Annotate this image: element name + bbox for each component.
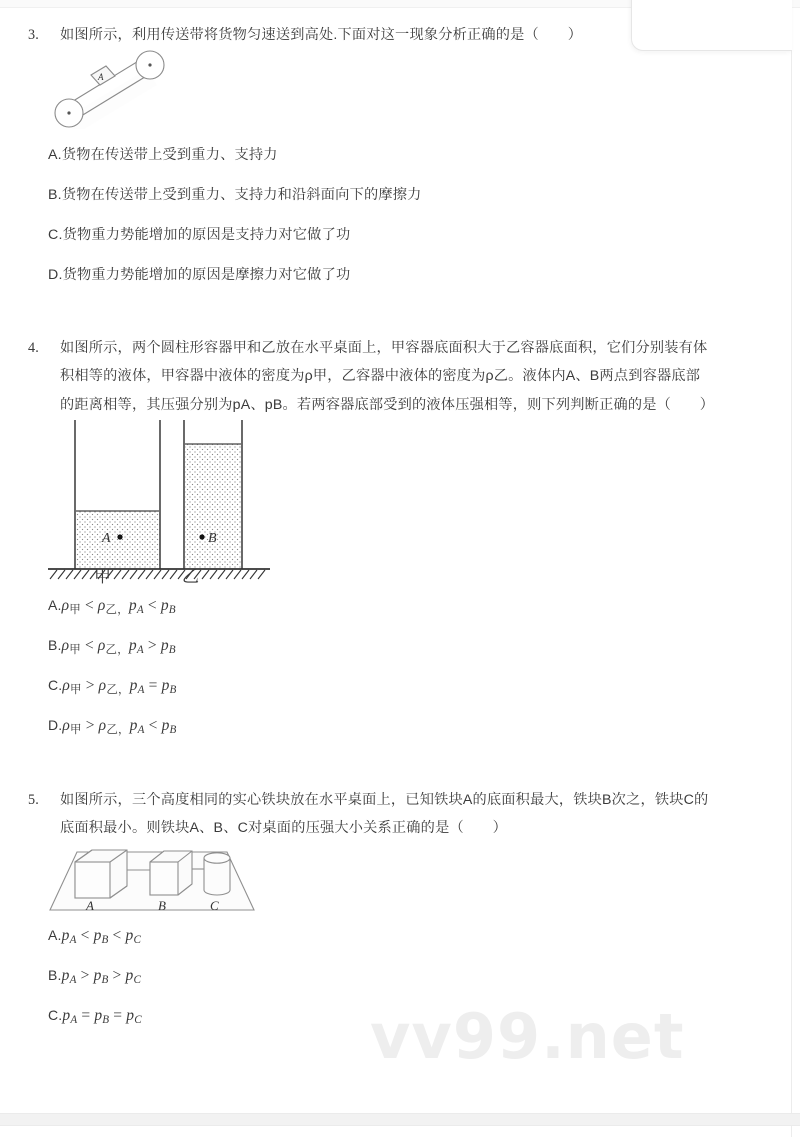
q4c-p-1-sub: A (137, 684, 145, 697)
q4b-rho-1-sub: 甲 (69, 641, 81, 656)
q4d-p-1: p (129, 717, 138, 734)
q4b-p-2-sub: B (168, 644, 176, 657)
q4-p-2: p (160, 597, 169, 614)
q4b-p-1: p (128, 637, 137, 654)
q4b-p-1-sub: A (136, 644, 144, 657)
question-5-option-b[interactable] (0, 964, 141, 990)
q5-opt-a-op-1: < (80, 927, 90, 944)
q3-opt-b-label: B. (48, 187, 62, 203)
question-4-stem-line-2: 积相等的液体，甲容器中液体的密度为ρ甲，乙容器中液体的密度为ρ乙。液体内A、B两点到容器底部 (60, 368, 701, 385)
question-4-stem-line-3: 的距离相等，其压强分别为pA、pB。若两容器底部受到的液体压强相等，则下列判断正确的是（ ） (60, 396, 715, 413)
q4-opt-a-rho-op: < (84, 597, 94, 614)
q4b-rho-1: ρ (61, 637, 70, 654)
q4-opt-b-label: B. (48, 637, 62, 653)
q5a-p3: p (125, 927, 134, 944)
q4c-rho-2: ρ (98, 677, 107, 694)
question-4-option-b[interactable] (0, 634, 176, 660)
question-4-stem-line-1: 如图所示，两个圆柱形容器甲和乙放在水平桌面上，甲容器底面积大于乙容器底面积，它们分别装有体 (60, 340, 708, 356)
q4d-p-1-sub: A (137, 724, 145, 737)
question-4-option-a[interactable] (0, 594, 176, 620)
q4-opt-c-p-op: = (148, 677, 158, 694)
q4b-rho-2: ρ (97, 637, 106, 654)
question-5-figure (44, 834, 259, 916)
q4-opt-d-label: D. (48, 717, 63, 733)
q4c-p-2-sub: B (169, 684, 177, 697)
q5-opt-b-label: B. (48, 967, 62, 983)
question-3-option-c[interactable] (0, 224, 350, 247)
site-watermark: vv99.net (370, 1000, 685, 1073)
cargo-box-label: A (98, 72, 104, 82)
q4c-p-1: p (129, 677, 138, 694)
q5a-p2-sub: B (101, 934, 109, 947)
q5a-p1-sub: A (69, 934, 77, 947)
q4-opt-d-comma: ， (117, 721, 130, 736)
q5c-p1-sub: A (70, 1014, 78, 1027)
q5c-p3-sub: C (134, 1014, 142, 1027)
q5a-p1: p (61, 927, 70, 944)
question-5-option-a[interactable] (0, 924, 141, 950)
q3-opt-d-text: 货物重力势能增加的原因是摩擦力对它做了功 (62, 267, 351, 283)
question-4-option-c[interactable] (0, 674, 177, 700)
q4-rho-1-sub: 甲 (69, 601, 81, 616)
question-5-stem-line-2: 底面积最小。则铁块A、B、C对桌面的压强大小关系正确的是（ ） (60, 820, 508, 837)
q4-p-1-sub: A (136, 604, 144, 617)
q4d-p-2: p (161, 717, 170, 734)
q4-opt-a-comma: ， (117, 601, 129, 616)
q4-p-1: p (128, 597, 137, 614)
block-label-c: C (210, 898, 219, 913)
question-5-option-c[interactable] (0, 1004, 142, 1030)
q3-opt-b-text: 货物在传送带上受到重力、支持力和沿斜面向下的摩擦力 (61, 187, 422, 203)
q4-rho-2: ρ (97, 597, 106, 614)
q4-opt-d-p-op: < (148, 717, 158, 734)
q5-opt-b-op-1: > (80, 967, 90, 984)
q4-rho-1: ρ (61, 597, 70, 614)
q5b-p2: p (93, 967, 102, 984)
q4b-rho-2-sub: 乙 (105, 641, 118, 656)
question-5 (0, 786, 800, 1027)
question-5-number: 5. (28, 792, 40, 808)
question-5-stem-line-1: 如图所示，三个高度相同的实心铁块放在水平桌面上，已知铁块A的底面积最大，铁块B次之，铁块C的 (60, 792, 709, 808)
q5a-p3-sub: C (133, 934, 142, 947)
q4c-rho-1-sub: 甲 (70, 681, 82, 696)
q4d-rho-2: ρ (98, 717, 107, 734)
q4-opt-b-p-op: > (147, 637, 157, 654)
q5-opt-c-op-2: = (113, 1007, 123, 1024)
question-4-stem-wrap (0, 334, 800, 419)
point-label-b: B (208, 531, 217, 546)
block-label-a: A (86, 898, 94, 913)
q5b-p1-sub: A (69, 974, 77, 987)
question-3-stem: 如图所示，利用传送带将货物匀速送到高处.下面对这一现象分析正确的是（ ） (60, 27, 583, 43)
question-3-option-a[interactable] (0, 144, 278, 167)
q4-opt-d-rho-op: > (85, 717, 95, 734)
q5c-p1: p (62, 1007, 71, 1024)
q4-opt-c-rho-op: > (85, 677, 95, 694)
question-4-figure (44, 416, 274, 586)
q4b-p-2: p (160, 637, 169, 654)
q5-opt-a-label: A. (48, 927, 62, 943)
q3-opt-a-text: 货物在传送带上受到重力、支持力 (61, 147, 278, 163)
q5c-p3: p (126, 1007, 135, 1024)
question-4-option-d[interactable] (0, 714, 177, 740)
q4-opt-b-rho-op: < (84, 637, 94, 654)
q5b-p2-sub: B (101, 974, 109, 987)
q4-opt-c-comma: ， (117, 681, 130, 696)
q4-opt-a-p-op: < (147, 597, 157, 614)
q5c-p2-sub: B (102, 1014, 110, 1027)
q5-opt-c-op-1: = (81, 1007, 91, 1024)
q4d-rho-2-sub: 乙 (106, 721, 118, 736)
q3-opt-c-label: C. (48, 227, 63, 243)
question-3-option-b[interactable] (0, 184, 422, 207)
container-label-jia: 甲 (94, 567, 111, 587)
q5b-p3: p (125, 967, 134, 984)
q4-opt-a-label: A. (48, 597, 62, 613)
q4d-rho-1-sub: 甲 (70, 721, 82, 736)
q5b-p3-sub: C (133, 974, 142, 987)
question-3-option-d[interactable] (0, 264, 350, 287)
block-label-b: B (158, 898, 166, 913)
q4c-rho-1: ρ (62, 677, 71, 694)
question-3-number: 3. (28, 27, 40, 43)
question-4 (0, 334, 800, 737)
q3-opt-d-label: D. (48, 267, 63, 283)
q4d-p-2-sub: B (169, 724, 177, 737)
question-3-figure (44, 44, 174, 129)
q5c-p2: p (94, 1007, 103, 1024)
q4-opt-b-comma: ， (117, 641, 129, 656)
q5a-p2: p (93, 927, 102, 944)
q4d-rho-1: ρ (62, 717, 71, 734)
q4-rho-2-sub: 乙 (105, 601, 118, 616)
point-label-a: A (102, 531, 111, 546)
q4c-rho-2-sub: 乙 (106, 681, 118, 696)
container-label-yi: 乙 (182, 567, 199, 587)
q4-opt-c-label: C. (48, 677, 63, 693)
q4-p-2-sub: B (168, 604, 176, 617)
question-4-number: 4. (28, 340, 40, 356)
q5-opt-b-op-2: > (112, 967, 122, 984)
q4c-p-2: p (161, 677, 170, 694)
q5-opt-c-label: C. (48, 1007, 63, 1023)
q3-opt-a-label: A. (48, 147, 62, 163)
q5-opt-a-op-2: < (112, 927, 122, 944)
top-right-panel (631, 0, 792, 51)
q5b-p1: p (61, 967, 70, 984)
q3-opt-c-text: 货物重力势能增加的原因是支持力对它做了功 (62, 227, 351, 243)
